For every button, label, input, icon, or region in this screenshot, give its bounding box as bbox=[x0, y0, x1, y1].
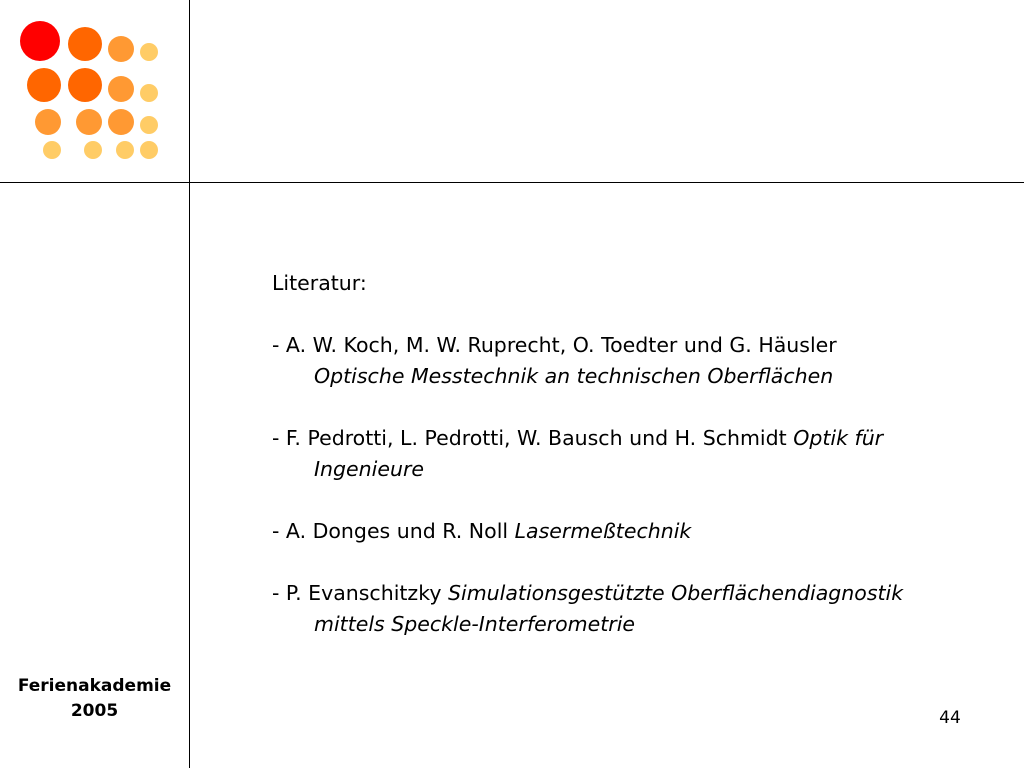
dot bbox=[140, 43, 158, 61]
entry-authors: - A. W. Koch, M. W. Ruprecht, O. Toedter und G. Häusler bbox=[272, 333, 837, 357]
entry-authors: - A. Donges und R. Noll bbox=[272, 519, 515, 543]
entry-authors: - F. Pedrotti, L. Pedrotti, W. Bausch und H. Schmidt bbox=[272, 426, 794, 450]
entry-title-continued: Ingenieure bbox=[314, 457, 424, 481]
dot bbox=[84, 141, 102, 159]
entry-title: Optik für bbox=[793, 426, 884, 450]
footer-year: 2005 bbox=[70, 701, 119, 721]
entry-title: Lasermeßtechnik bbox=[514, 519, 692, 543]
entry-title: Optische Messtechnik an technischen Oberflächen bbox=[314, 364, 834, 388]
literature-block bbox=[272, 268, 992, 640]
entry-line bbox=[272, 578, 992, 609]
dot bbox=[27, 68, 61, 102]
dot bbox=[140, 84, 158, 102]
dot bbox=[76, 109, 102, 135]
vertical-divider bbox=[189, 0, 190, 768]
dot bbox=[140, 116, 158, 134]
dot bbox=[43, 141, 61, 159]
dot bbox=[68, 27, 102, 61]
entry-title-continued: mittels Speckle-Interferometrie bbox=[314, 612, 636, 636]
dot bbox=[116, 141, 134, 159]
entry-line bbox=[272, 423, 992, 454]
horizontal-divider bbox=[0, 182, 1024, 183]
dot bbox=[108, 36, 134, 62]
entry-authors: - P. Evanschitzky bbox=[272, 581, 448, 605]
literature-entry bbox=[272, 423, 992, 485]
orange-dot-grid-logo bbox=[0, 0, 189, 182]
literature-heading: Literatur: bbox=[272, 271, 367, 295]
page-number: 44 bbox=[939, 708, 961, 728]
literature-entry bbox=[272, 578, 992, 640]
dot bbox=[35, 109, 61, 135]
footer-title: Ferienakademie bbox=[17, 676, 172, 696]
dot bbox=[20, 21, 60, 61]
literature-entry bbox=[272, 516, 992, 547]
dot bbox=[108, 109, 134, 135]
dot bbox=[68, 68, 102, 102]
entry-line bbox=[272, 516, 992, 547]
literature-entry bbox=[272, 330, 992, 392]
entry-title: Simulationsgestützte Oberflächendiagnostik bbox=[447, 581, 904, 605]
dot bbox=[140, 141, 158, 159]
dot bbox=[108, 76, 134, 102]
footer-label bbox=[0, 674, 189, 724]
